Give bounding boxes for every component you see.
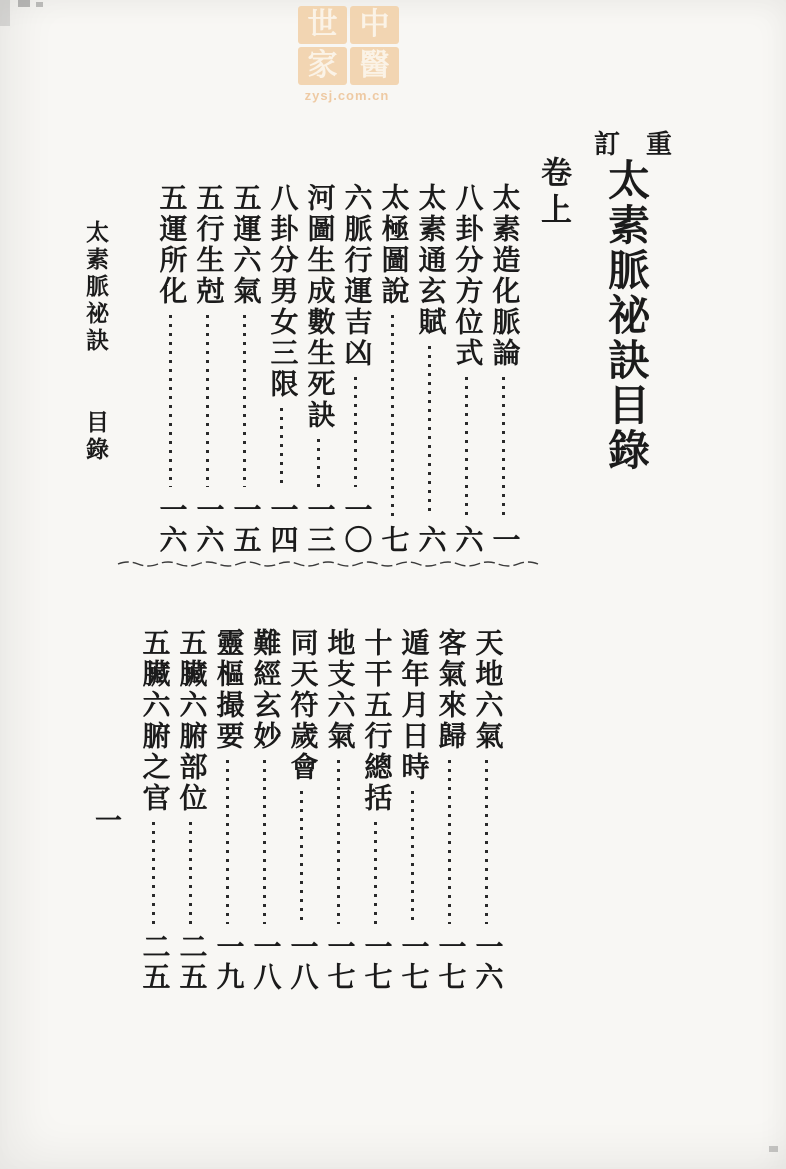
dotted-leader	[226, 760, 229, 924]
toc-entry-title: 太素造化脈論	[488, 183, 520, 369]
dotted-leader	[300, 791, 303, 924]
toc-entry-title: 地支六氣	[323, 628, 355, 752]
toc-entry-title: 五臟六腑部位	[175, 628, 207, 814]
toc-entry-title: 太素通玄賦	[414, 183, 446, 338]
toc-entry	[472, 628, 501, 992]
toc-entry-page: 六	[451, 525, 483, 555]
toc-entry	[378, 183, 407, 555]
seal-char-top-left: 世	[298, 6, 347, 44]
dotted-leader	[169, 315, 172, 487]
toc-entry-page: 一九	[212, 932, 244, 992]
toc-entry	[452, 183, 481, 555]
crease-divider-line	[116, 558, 548, 570]
scan-artifact	[36, 2, 43, 7]
scan-artifact	[18, 0, 30, 7]
seal-char-bottom-left: 家	[298, 47, 347, 85]
scan-artifact	[0, 0, 10, 26]
dotted-leader	[152, 822, 155, 924]
toc-entry-title: 十干五行總括	[360, 628, 392, 814]
dotted-leader	[243, 315, 246, 487]
dotted-leader	[411, 791, 414, 924]
toc-entry-title: 五行生尅	[192, 183, 224, 307]
dotted-leader	[263, 760, 266, 924]
toc-entry-title: 太極圖說	[377, 183, 409, 307]
toc-entry-title: 同天符歲會	[286, 628, 318, 783]
toc-entry	[287, 628, 316, 992]
scan-artifact	[769, 1146, 778, 1152]
toc-entry	[341, 183, 370, 555]
dotted-leader	[317, 439, 320, 487]
toc-entry-title: 遁年月日時	[397, 628, 429, 783]
toc-entry-title: 五臟六腑之官	[138, 628, 170, 814]
toc-entry-page: 一七	[434, 932, 466, 992]
toc-entry	[489, 183, 518, 555]
watermark-seal	[295, 6, 399, 103]
toc-entry-title: 客氣來歸	[434, 628, 466, 752]
dotted-leader	[391, 315, 394, 517]
toc-entry	[250, 628, 279, 992]
seal-char-top-right: 中	[350, 6, 399, 44]
toc-entry-page: 一六	[471, 932, 503, 992]
toc-entry-title: 五運所化	[155, 183, 187, 307]
volume-label: 卷上	[536, 156, 571, 230]
toc-entry-page: 七	[377, 525, 409, 555]
toc-entry-page: 一六	[155, 495, 187, 555]
toc-entry-title: 河圖生成數生死訣	[303, 183, 335, 431]
toc-entry-title: 六脈行運吉凶	[340, 183, 372, 369]
running-title	[84, 220, 107, 464]
dotted-leader	[428, 346, 431, 517]
dotted-leader	[354, 377, 357, 487]
book-title: 太素脈祕訣目錄	[602, 158, 648, 473]
toc-entry-page: 二五	[138, 932, 170, 992]
running-section-text: 目錄	[83, 410, 108, 464]
seal-grid	[295, 6, 399, 85]
toc-section-1	[148, 183, 518, 555]
folio-number: 一	[91, 806, 121, 833]
toc-entry-page: 一七	[360, 932, 392, 992]
running-title-text: 太素脈祕訣	[83, 220, 108, 355]
toc-entry-page: 二五	[175, 932, 207, 992]
dotted-leader	[337, 760, 340, 924]
toc-entry	[230, 183, 259, 555]
watermark-url: zysj.com.cn	[304, 88, 390, 103]
dotted-leader	[448, 760, 451, 924]
toc-entry-title: 八卦分男女三限	[266, 183, 298, 400]
toc-entry	[415, 183, 444, 555]
toc-entry-page: 一六	[192, 495, 224, 555]
dotted-leader	[206, 315, 209, 487]
toc-entry	[361, 628, 390, 992]
toc-entry-title: 八卦分方位式	[451, 183, 483, 369]
toc-section-2	[131, 628, 501, 992]
dotted-leader	[374, 822, 377, 924]
toc-entry-page: 一三	[303, 495, 335, 555]
toc-entry-title: 天地六氣	[471, 628, 503, 752]
toc-entry-page: 一〇	[340, 495, 372, 555]
title-prefix-char-2: 訂	[594, 130, 621, 159]
toc-entry-page: 一七	[397, 932, 429, 992]
title-prefix	[594, 124, 672, 161]
toc-entry	[267, 183, 296, 555]
toc-entry	[435, 628, 464, 992]
toc-entry-page: 一五	[229, 495, 261, 555]
toc-entry	[193, 183, 222, 555]
toc-entry	[176, 628, 205, 992]
toc-entry	[139, 628, 168, 992]
toc-entry-title: 五運六氣	[229, 183, 261, 307]
dotted-leader	[502, 377, 505, 517]
toc-entry	[324, 628, 353, 992]
toc-entry-page: 一	[488, 525, 520, 555]
toc-entry-page: 一八	[286, 932, 318, 992]
toc-entry	[156, 183, 185, 555]
dotted-leader	[485, 760, 488, 924]
toc-entry-page: 一七	[323, 932, 355, 992]
seal-char-bottom-right: 醫	[350, 47, 399, 85]
toc-entry-title: 難經玄妙	[249, 628, 281, 752]
toc-entry	[304, 183, 333, 555]
toc-entry-page: 一八	[249, 932, 281, 992]
dotted-leader	[189, 822, 192, 924]
dotted-leader	[465, 377, 468, 517]
dotted-leader	[280, 408, 283, 487]
toc-entry-page: 一四	[266, 495, 298, 555]
toc-entry	[398, 628, 427, 992]
toc-entry-title: 靈樞撮要	[212, 628, 244, 752]
title-prefix-char-1: 重	[645, 130, 672, 159]
toc-entry	[213, 628, 242, 992]
toc-entry-page: 六	[414, 525, 446, 555]
